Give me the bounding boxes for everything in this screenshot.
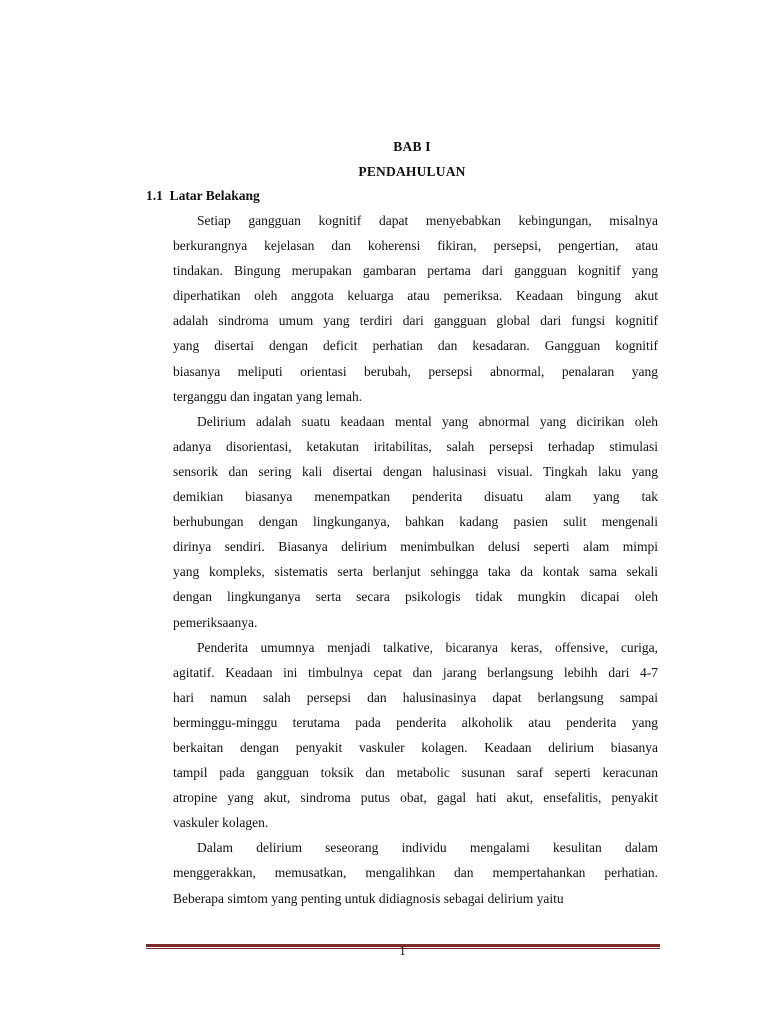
text-line: berkurangnya kejelasan dan koherensi fikiran, persepsi, pengertian, atau — [173, 238, 658, 254]
text-line: dengan lingkunganya serta secara psikologis tidak mungkin dicapai oleh — [173, 589, 658, 605]
paragraph — [173, 208, 658, 409]
text-line: atropine yang akut, sindroma putus obat, gagal hati akut, ensefalitis, penyakit — [173, 790, 658, 806]
body-text — [173, 208, 658, 911]
paragraph — [173, 835, 658, 910]
text-line: Dalam delirium seseorang individu mengalami kesulitan dalam — [197, 840, 658, 856]
text-line: tindakan. Bingung merupakan gambaran pertama dari gangguan kognitif yang — [173, 263, 658, 279]
section-heading: 1.1 Latar Belakang — [146, 188, 260, 203]
paragraph — [173, 409, 658, 635]
text-line: berkaitan dengan penyakit vaskuler kolagen. Keadaan delirium biasanya — [173, 739, 658, 755]
text-line: yang disertai dengan deficit perhatian dan kesadaran. Gangguan kognitif — [173, 338, 658, 354]
text-line: tampil pada gangguan toksik dan metabolic susunan saraf seperti keracunan — [173, 765, 658, 781]
text-line: terganggu dan ingatan yang lemah. — [173, 388, 363, 404]
text-line: berhubungan dengan lingkunganya, bahkan kadang pasien sulit mengenali — [173, 514, 658, 530]
text-line: vaskuler kolagen. — [173, 815, 269, 831]
text-line: berminggu-minggu terutama pada penderita alkoholik atau penderita yang — [173, 714, 658, 730]
text-line: Setiap gangguan kognitif dapat menyebabkan kebingungan, misalnya — [197, 213, 658, 228]
text-line: Penderita umumnya menjadi talkative, bicaranya keras, offensive, curiga, — [197, 639, 658, 655]
text-line: demikian biasanya menempatkan penderita disuatu alam yang tak — [173, 489, 658, 505]
text-line: Beberapa simtom yang penting untuk didiagnosis sebagai delirium yaitu — [173, 890, 564, 906]
text-line: dirinya sendiri. Biasanya delirium menimbulkan delusi seperti alam mimpi — [173, 539, 658, 555]
page-number: 1 — [399, 943, 406, 958]
text-line: adalah sindroma umum yang terdiri dari gangguan global dari fungsi kognitif — [173, 313, 658, 329]
paragraph — [173, 635, 658, 836]
text-line: pemeriksaanya. — [173, 614, 258, 630]
text-line: diperhatikan oleh anggota keluarga atau pemeriksa. Keadaan bingung akut — [173, 288, 658, 304]
chapter-title: PENDAHULUAN — [358, 164, 466, 179]
chapter-heading: BAB I — [393, 139, 431, 154]
text-line: adanya disorientasi, ketakutan iritabilitas, salah persepsi terhadap stimulasi — [173, 438, 658, 454]
text-line: sensorik dan sering kali disertai dengan halusinasi visual. Tingkah laku yang — [173, 463, 658, 479]
text-line: biasanya meliputi orientasi berubah, persepsi abnormal, penalaran yang — [173, 363, 658, 379]
text-line: agitatif. Keadaan ini timbulnya cepat dan jarang berlangsung lebihh dari 4-7 — [173, 664, 658, 680]
text-line: yang kompleks, sistematis serta berlanjut sehingga taka da kontak sama sekali — [173, 564, 658, 580]
text-line: hari namun salah persepsi dan halusinasinya dapat berlangsung sampai — [173, 689, 658, 705]
text-line: Delirium adalah suatu keadaan mental yang abnormal yang dicirikan oleh — [197, 413, 658, 429]
text-line: menggerakkan, memusatkan, mengalihkan dan mempertahankan perhatian. — [173, 865, 658, 881]
